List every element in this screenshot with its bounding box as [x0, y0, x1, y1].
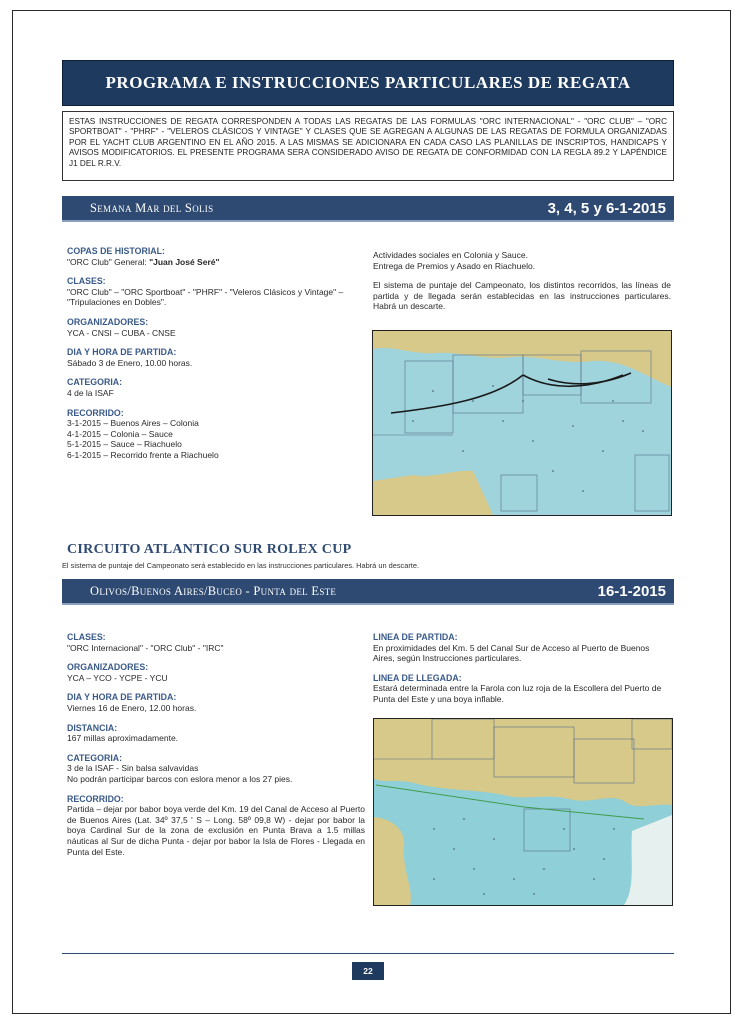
linea-partida-value: En proximidades del Km. 5 del Canal Sur de Acceso al Puerto de Buenos Aires, según Instrucciones particulares.	[373, 642, 650, 664]
circuit-note: El sistema de puntaje del Campeonato será establecido en las instrucciones particulares. Habrá un descarte.	[62, 561, 420, 570]
partida-value: Sábado 3 de Enero, 10.00 horas.	[67, 357, 193, 368]
section-date: 16-1-2015	[597, 582, 666, 600]
recorrido-item: 4-1-2015 – Colonia – Sauce	[67, 428, 173, 439]
clases-label: CLASES:	[67, 276, 106, 287]
page-number: 22	[352, 962, 384, 980]
circuit-title: CIRCUITO ATLANTICO SUR ROLEX CUP	[67, 542, 352, 557]
linea-llegada-value: Estará determinada entre la Farola con luz roja de la Escollera del Puerto de Punta del Este y una boya inflable.	[373, 683, 662, 704]
section-bar-semana	[62, 196, 674, 222]
linea-partida-label: LINEA DE PARTIDA:	[373, 632, 458, 642]
section-bar-olivos	[62, 579, 674, 605]
distancia-label: DISTANCIA:	[67, 722, 118, 733]
organizadores-value: YCA – YCO - YCPE - YCU	[67, 672, 168, 683]
categoria-value: 4 de la ISAF	[67, 387, 114, 398]
partida-label: DIA Y HORA DE PARTIDA:	[67, 347, 177, 358]
section1-left-column	[67, 246, 365, 461]
copas-value: "ORC Club" General: "Juan José Seré"	[67, 256, 220, 267]
categoria-label: CATEGORIA:	[67, 377, 123, 388]
recorrido-item: 6-1-2015 – Recorrido frente a Riachuelo	[67, 449, 219, 460]
page-title: PROGRAMA E INSTRUCCIONES PARTICULARES DE REGATA	[62, 60, 674, 106]
organizadores-value: YCA - CNSI – CUBA - CNSE	[67, 327, 176, 338]
intro-box: ESTAS INSTRUCCIONES DE REGATA CORRESPONDEN A TODAS LAS REGATAS DE LAS FORMULAS "ORC INTERNACIONAL" - "ORC CLUB" – "ORC SPORTBOAT" - "PHRF" - "VELEROS CLÁSICOS Y VINTAGE" Y CLASES QUE SE AGREGAN A ALGUNAS DE LAS REGATAS DE FORMULA ORGANIZADAS POR EL YACHT CLUB ARGENTINO EN EL AÑO 2015. A LAS MISMAS SE ADICIONARA EN CADA CASO LAS PLANILLAS DE INSCRIPTOS, HANDICAPS Y AVISOS MODIFICATORIOS. EL PRESENTE PROGRAMA SERA CONSIDERADO AVISO DE REGATA DE CONFORMIDAD CON LA REGLA 89.2 Y LAPÉNDICE J1 DEL R.R.V.	[62, 111, 674, 181]
clases-value: "ORC Internacional" - "ORC Club" - "IRC"	[67, 642, 224, 653]
nautical-chart-map-1	[372, 330, 672, 516]
recorrido-item: 5-1-2015 – Sauce – Riachuelo	[67, 439, 182, 450]
linea-llegada-label: LINEA DE LLEGADA:	[373, 672, 462, 683]
nautical-chart-map-2	[373, 718, 673, 906]
recorrido-label: RECORRIDO:	[67, 407, 124, 418]
recorrido-value: Partida – dejar por babor boya verde del Km. 19 del Canal de Acceso al Puerto de Buenos Aires (Lat. 34º 37,5 ' S – Long. 58º 09,8 W) - dejar por babor la boya Cardinal Sur de la zona de exclusión en Punta Brava a 1.5 millas náuticas al Sur de dicha Punta - dejar por babor la Isla de Flores - Llegada en Punta del Este.	[67, 804, 365, 857]
recorrido-item: 3-1-2015 – Buenos Aires – Colonia	[67, 418, 199, 429]
section2-right-column	[373, 632, 671, 705]
section-name: Olivos/Buenos Aires/Buceo - Punta del Este	[90, 583, 337, 598]
section2-left-column	[67, 632, 365, 857]
clases-label: CLASES:	[67, 632, 106, 642]
footer-rule	[62, 953, 674, 954]
actividades-line: Actividades sociales en Colonia y Sauce.	[373, 250, 528, 260]
categoria-value: No podrán participar barcos con eslora menor a los 27 pies.	[67, 773, 293, 784]
distancia-value: 167 millas aproximadamente.	[67, 733, 179, 744]
section1-right-column	[373, 250, 671, 312]
clases-value: "ORC Club" – "ORC Sportboat" - "PHRF" - "Veleros Clásicos y Vintage" – "Tripulaciones en Dobles".	[67, 286, 344, 308]
section-name: Semana Mar del Solis	[90, 200, 214, 215]
actividades-line: Entrega de Premios y Asado en Riachuelo.	[373, 260, 536, 271]
copas-label: COPAS DE HISTORIAL:	[67, 246, 165, 256]
partida-value: Viernes 16 de Enero, 12.00 horas.	[67, 702, 197, 713]
categoria-value: 3 de la ISAF - Sin balsa salvavidas	[67, 763, 199, 774]
sistema-text: El sistema de puntaje del Campeonato, los distintos recorridos, las líneas de partida y de llegada serán establecidas en las instrucciones particulares. Habrá un descarte.	[373, 280, 671, 312]
categoria-label: CATEGORIA:	[67, 752, 123, 763]
organizadores-label: ORGANIZADORES:	[67, 662, 149, 673]
recorrido-label: RECORRIDO:	[67, 793, 124, 804]
partida-label: DIA Y HORA DE PARTIDA:	[67, 692, 177, 703]
section-date: 3, 4, 5 y 6-1-2015	[547, 199, 666, 217]
organizadores-label: ORGANIZADORES:	[67, 316, 149, 327]
